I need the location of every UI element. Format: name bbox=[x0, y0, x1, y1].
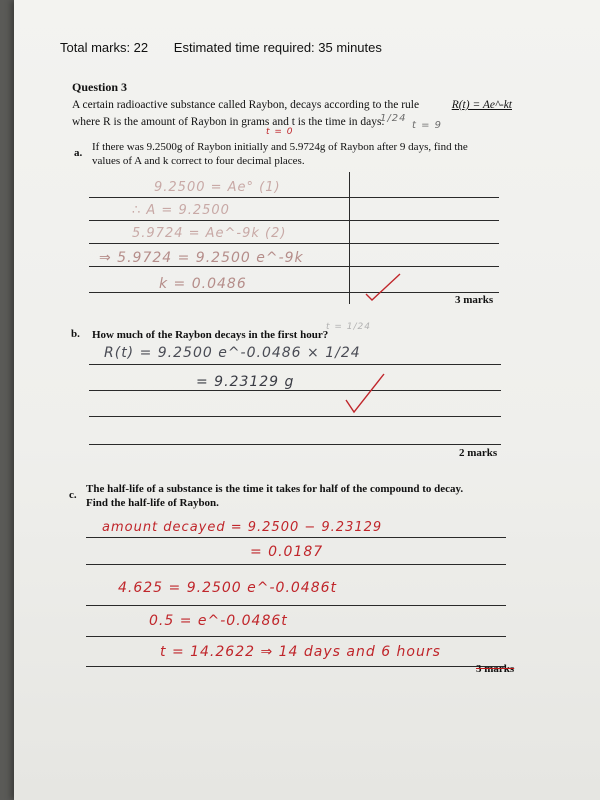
stem-line-2: where R is the amount of Raybon in grams and t is the time in days. bbox=[72, 116, 385, 128]
part-a-working-4: ⇒ 5.9724 = 9.2500 e^-9k bbox=[99, 250, 304, 266]
part-b-question: How much of the Raybon decays in the first hour? bbox=[92, 329, 329, 341]
margin-note-t: t = 9 bbox=[412, 120, 443, 131]
decay-rule: R(t) = Ae^-kt bbox=[451, 99, 512, 111]
part-c-label: c. bbox=[69, 489, 77, 501]
part-b-label: b. bbox=[71, 328, 80, 340]
part-a-note-above: t = 0 bbox=[266, 127, 294, 137]
red-check-icon bbox=[344, 370, 388, 416]
question-title: Question 3 bbox=[72, 80, 128, 94]
answer-line bbox=[86, 605, 506, 606]
answer-line bbox=[86, 636, 506, 637]
stem-line-1: A certain radioactive substance called Raybon, decays according to the rule bbox=[72, 99, 420, 111]
part-c-working-4: 0.5 = e^-0.0486t bbox=[149, 613, 288, 629]
answer-line bbox=[89, 292, 499, 293]
part-b-working-2: = 9.23129 g bbox=[196, 374, 295, 390]
answer-line bbox=[89, 243, 499, 244]
answer-line bbox=[89, 390, 501, 391]
answer-line bbox=[89, 444, 501, 445]
page-header bbox=[60, 40, 382, 55]
part-a-working-1: 9.2500 = Ae° (1) bbox=[154, 180, 281, 195]
part-a-question: If there was 9.2500g of Raybon initially and 5.9724g of Raybon after 9 days, find the values of A and k correct to four decimal places. bbox=[92, 141, 468, 167]
part-b-marks: 2 marks bbox=[459, 447, 498, 459]
part-a-working-5: k = 0.0486 bbox=[159, 276, 247, 292]
exam-paper bbox=[14, 0, 600, 800]
question-stem bbox=[72, 97, 512, 131]
answer-line bbox=[89, 197, 499, 198]
part-b-note: t = 1/24 bbox=[326, 322, 372, 332]
estimated-time: Estimated time required: 35 minutes bbox=[173, 40, 382, 55]
part-c-marks: 3 marks bbox=[476, 663, 515, 675]
part-a-marks: 3 marks bbox=[455, 294, 494, 306]
part-c-working-5: t = 14.2622 ⇒ 14 days and 6 hours bbox=[160, 644, 441, 660]
red-check-icon bbox=[364, 270, 404, 304]
part-c-working-1: amount decayed = 9.2500 − 9.23129 bbox=[102, 520, 383, 535]
margin-note-fraction: 1/24 bbox=[380, 113, 407, 124]
answer-line bbox=[86, 666, 506, 667]
answer-line bbox=[86, 537, 506, 538]
part-a-divider bbox=[349, 172, 350, 304]
answer-line bbox=[89, 364, 501, 365]
part-c-question: The half-life of a substance is the time it takes for half of the compound to decay. Find the half-life of Raybon. bbox=[86, 483, 464, 509]
part-c-working-3: 4.625 = 9.2500 e^-0.0486t bbox=[118, 580, 338, 596]
total-marks: Total marks: 22 bbox=[60, 40, 149, 55]
answer-line bbox=[86, 564, 506, 565]
part-b-working-1: R(t) = 9.2500 e^-0.0486 × 1/24 bbox=[104, 345, 361, 361]
part-c-working-2: = 0.0187 bbox=[250, 544, 324, 560]
answer-line bbox=[89, 220, 499, 221]
part-a-working-2: ∴ A = 9.2500 bbox=[132, 203, 230, 218]
answer-line bbox=[89, 416, 501, 417]
part-a-label: a. bbox=[74, 147, 83, 159]
answer-line bbox=[89, 266, 499, 267]
part-a-working-3: 5.9724 = Ae^-9k (2) bbox=[132, 226, 287, 241]
